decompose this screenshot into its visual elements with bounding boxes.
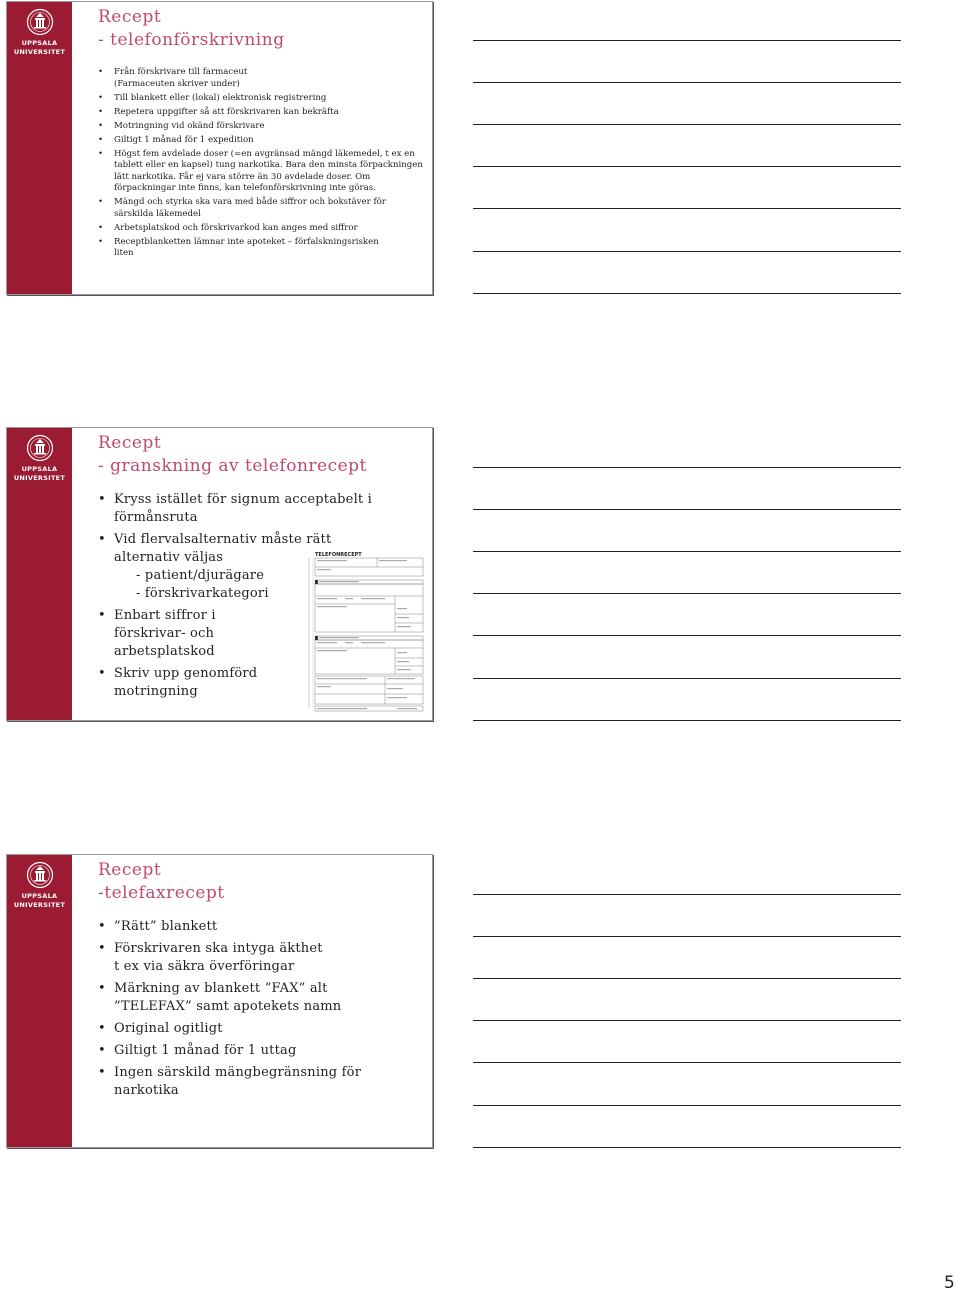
logo-line-1: UPPSALA — [21, 39, 58, 47]
bullet-item: • Giltigt 1 månad för 1 expedition — [98, 135, 424, 147]
slide-telefonforskrivning — [6, 1, 433, 295]
title-line-2: -telefaxrecept — [98, 883, 225, 903]
uppsala-logo — [7, 434, 72, 482]
bullet-item: • ”Rätt” blankett — [98, 918, 424, 936]
note-line — [473, 978, 901, 979]
note-line — [473, 551, 901, 552]
page-number: 5 — [944, 1273, 955, 1293]
slide-granskning-telefonrecept — [6, 427, 433, 721]
slide-sidebar — [7, 428, 72, 720]
slide-title — [98, 432, 424, 478]
sub-item: - förskrivarkategori — [136, 586, 269, 601]
bullet-item: • Repetera uppgifter så att förskrivaren kan bekräfta — [98, 107, 424, 119]
logo-line-2: UNIVERSITET — [13, 474, 66, 482]
title-line-1: Recept — [98, 7, 162, 27]
bullet-item: • Kryss istället för signum acceptabelt i förmånsruta — [98, 491, 424, 527]
logo-line-1: UPPSALA — [21, 465, 58, 473]
slide-content — [98, 2, 424, 262]
bullet-item: • Enbart siffror i förskrivar- och arbetsplatskod — [98, 607, 424, 661]
bullet-item: • Mängd och styrka ska vara med både siffror och bokstäver för särskilda läkemedel — [98, 197, 424, 220]
university-seal-icon — [26, 861, 54, 891]
university-seal-icon — [26, 434, 54, 464]
note-line — [473, 1020, 901, 1021]
logo-line-2: UNIVERSITET — [13, 901, 66, 909]
university-seal-icon — [26, 8, 54, 38]
note-line — [473, 1105, 901, 1106]
slide-telefaxrecept — [6, 854, 433, 1148]
bullet-item: • Märkning av blankett ”FAX” alt ”TELEFAX” samt apotekets namn — [98, 980, 424, 1016]
note-line — [473, 894, 901, 895]
uppsala-logo — [7, 8, 72, 56]
note-line — [473, 124, 901, 125]
notes-area-2 — [473, 467, 901, 727]
note-line — [473, 166, 901, 167]
title-line-1: Recept — [98, 433, 162, 453]
bullet-item: • Skriv upp genomförd motringning — [98, 665, 424, 701]
bullet-item: • Arbetsplatskod och förskrivarkod kan anges med siffror — [98, 223, 424, 235]
slide-sidebar — [7, 2, 72, 294]
telefonrecept-form-image — [305, 548, 425, 713]
note-line — [473, 40, 901, 41]
bullet-item: • Giltigt 1 månad för 1 uttag — [98, 1042, 424, 1060]
notes-area-3 — [473, 894, 901, 1154]
uppsala-logo — [7, 861, 72, 909]
note-line — [473, 509, 901, 510]
bullet-item: • Ingen särskild mängbegränsning för narkotika — [98, 1064, 424, 1100]
logo-line-2: UNIVERSITET — [13, 48, 66, 56]
notes-area-1 — [473, 40, 901, 300]
slide-title — [98, 859, 424, 905]
bullet-list — [98, 67, 424, 260]
bullet-item: • Till blankett eller (lokal) elektronisk registrering — [98, 93, 424, 105]
note-line — [473, 208, 901, 209]
bullet-item: • Motringning vid okänd förskrivare — [98, 121, 424, 133]
slide-content — [98, 855, 424, 1104]
note-line — [473, 635, 901, 636]
form-title: TELEFONRECEPT — [315, 552, 362, 558]
note-line — [473, 720, 901, 721]
note-line — [473, 678, 901, 679]
bullet-item: • Receptblanketten lämnar inte apoteket – förfalskningsrisken liten — [98, 237, 424, 260]
slide-sidebar — [7, 855, 72, 1147]
note-line — [473, 251, 901, 252]
logo-line-1: UPPSALA — [21, 892, 58, 900]
note-line — [473, 1062, 901, 1063]
title-line-1: Recept — [98, 860, 162, 880]
note-line — [473, 82, 901, 83]
bullet-item: • Vid flervalsalternativ måste rätt alternativ väljas — [98, 531, 424, 567]
bullet-item: • Från förskrivare till farmaceut (Farmaceuten skriver under) — [98, 67, 424, 90]
bullet-item: • Original ogitligt — [98, 1020, 424, 1038]
note-line — [473, 1147, 901, 1148]
bullet-list — [98, 918, 424, 1100]
title-line-2: - telefonförskrivning — [98, 30, 285, 50]
note-line — [473, 593, 901, 594]
note-line — [473, 936, 901, 937]
bullet-item: • Förskrivaren ska intyga äkthet t ex via säkra överföringar — [98, 940, 424, 976]
slide-title — [98, 6, 424, 52]
sub-item: - patient/djurägare — [136, 568, 265, 583]
note-line — [473, 293, 901, 294]
bullet-item: • Högst fem avdelade doser (=en avgränsad mängd läkemedel, t ex en tablett eller en kapsel) tung narkotika. Bara den minsta förpackningen lätt narkotika. Får ej vara större än 30 avdelade doser. Om förpackningar inte finns, kan telefonförskrivning inte göras. — [98, 149, 424, 195]
note-line — [473, 467, 901, 468]
title-line-2: - granskning av telefonrecept — [98, 456, 367, 476]
